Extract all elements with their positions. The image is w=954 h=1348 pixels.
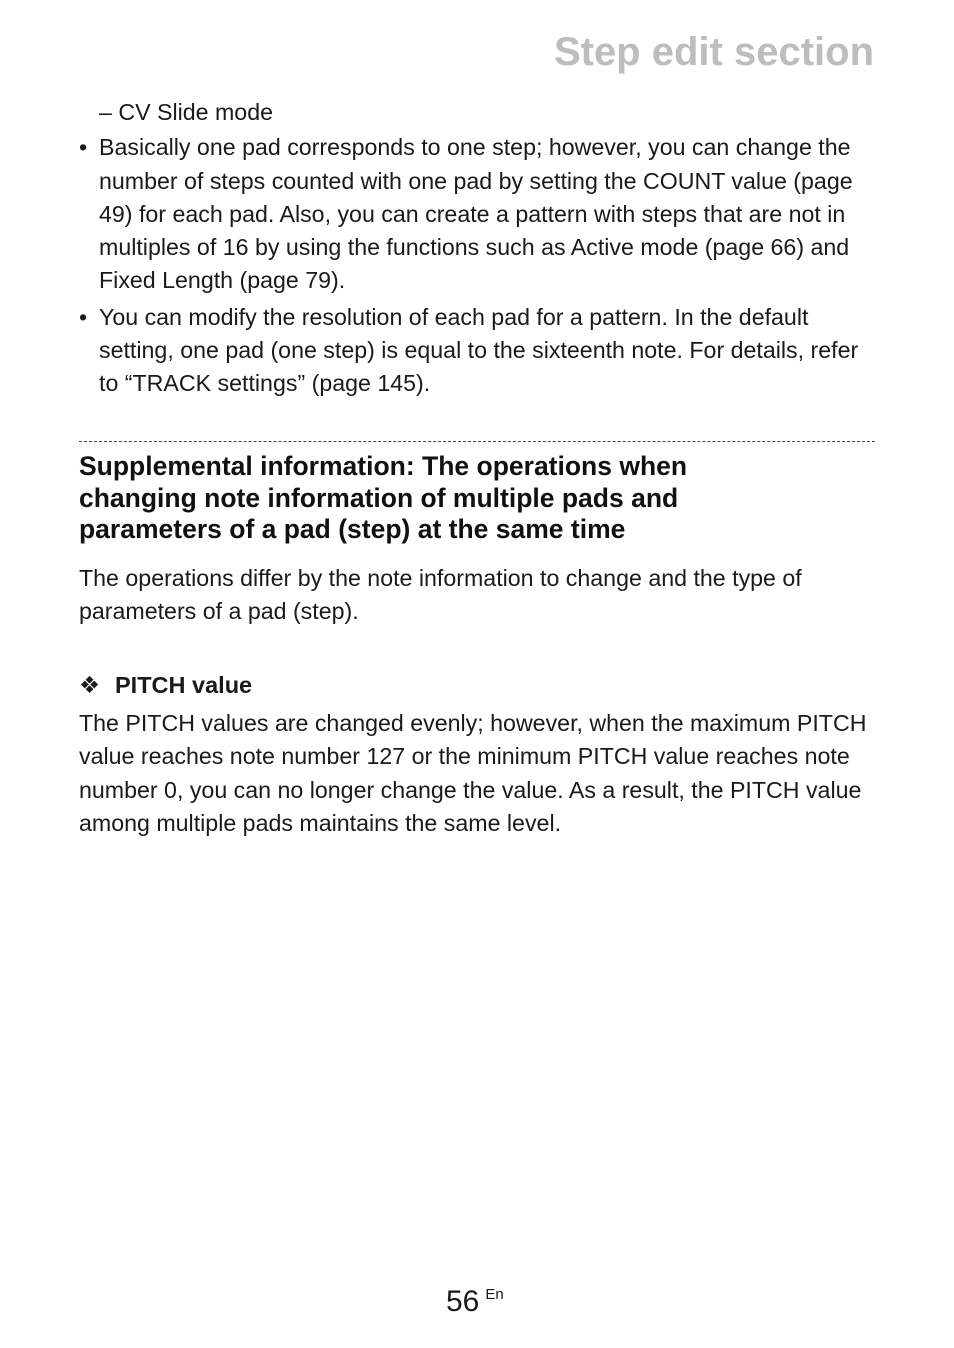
supplemental-intro: The operations differ by the note information to change and the type of parameters of a pad (step). — [79, 565, 802, 625]
heading-line: changing note information of multiple pads and — [79, 482, 679, 513]
pitch-value-body: The PITCH values are changed evenly; however, when the maximum PITCH value reaches note number 127 or the minimum PITCH value reaches note number 0, you can no longer change the value. As a result, the PITCH value among multiple pads maintains the same level. — [79, 710, 867, 836]
bullet-icon: • — [79, 303, 88, 330]
sub-item-cv-slide-mode: – CV Slide mode — [99, 99, 273, 125]
bullet-text: You can modify the resolution of each pad for a pattern. In the default setting, one pad (one step) is equal to the sixteenth note. For details, refer to “TRACK settings” (page 145). — [99, 303, 859, 397]
pitch-value-title: PITCH value — [115, 672, 253, 698]
heading-line: Supplemental information: The operations when — [79, 451, 688, 481]
pitch-value-heading — [79, 669, 252, 701]
section-title: Step edit section — [553, 30, 874, 74]
top-list — [79, 96, 879, 404]
page-language: En — [485, 1286, 504, 1303]
dashed-divider — [79, 441, 875, 442]
bullet-icon: • — [79, 134, 88, 161]
heading-line: parameters of a pad (step) at the same time — [79, 514, 626, 544]
diamond-icon: ❖ — [79, 672, 101, 698]
list-item — [79, 131, 879, 297]
page-number — [446, 1277, 504, 1320]
list-item — [79, 301, 879, 401]
bullet-text: Basically one pad corresponds to one step; however, you can change the number of steps counted with one pad by setting the COUNT value (page 49) for each pad. Also, you can create a pattern with steps that are not in multiples of 16 by using the functions such as Active mode (page 66) and Fixed Length (page 79). — [99, 134, 853, 294]
bullet-list — [79, 131, 879, 400]
supplemental-heading — [79, 451, 879, 546]
page-number-value: 56 — [446, 1285, 480, 1318]
